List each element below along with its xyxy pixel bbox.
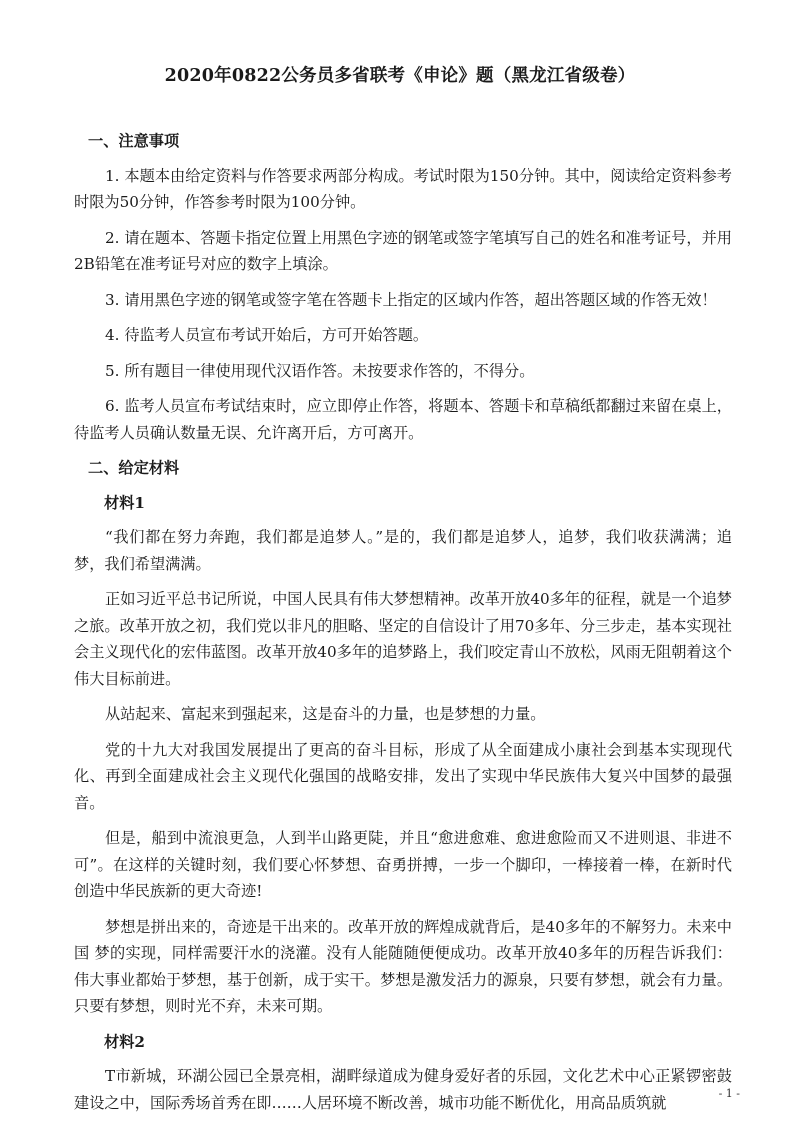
- material-paragraph: T市新城，环湖公园已全景亮相，湖畔绿道成为健身爱好者的乐园，文化艺术中心正紧锣密鼓建设之中，国际秀场首秀在即……人居环境不断改善，城市功能不断优化，用高品质筑就: [74, 1067, 732, 1112]
- note-item: 6. 监考人员宣布考试结束时，应立即停止作答，将题本、答题卡和草稿纸都翻过来留在桌上，待监考人员确认数量无误、允许离开后，方可离开。: [74, 397, 732, 442]
- material-paragraph: “我们都在努力奔跑，我们都是追梦人。”是的，我们都是追梦人，追梦，我们收获满满；追梦，我们希望满满。: [74, 528, 732, 573]
- material-paragraph: 但是，船到中流浪更急，人到半山路更陡，并且“愈进愈难、愈进愈险而又不进则退、非进不可”。在这样的关键时刻，我们要心怀梦想、奋勇拼搏，一步一个脚印，一棒接着一棒，在新时代创造中华民族新的更大奇迹!: [74, 829, 732, 900]
- note-item: 2. 请在题本、答题卡指定位置上用黑色字迹的钢笔或签字笔填写自己的姓名和准考证号，并用2B铅笔在准考证号对应的数字上填涂。: [74, 228, 732, 273]
- material-paragraph: 党的十九大对我国发展提出了更高的奋斗目标，形成了从全面建成小康社会到基本实现现代化、再到全面建成社会主义现代化强国的战略安排，发出了实现中华民族伟大复兴中国梦的最强音。: [74, 740, 732, 812]
- material-paragraph: 梦想是拼出来的，奇迹是干出来的。改革开放的辉煌成就背后，是40多年的不解努力。未来中国 梦的实现，同样需要汗水的浇灌。没有人能随随便便成功。改革开放40多年的历程告诉我们：伟大事业都始于梦想，基于创新，成于实干。梦想是激发活力的源泉，只要有梦想，就会有力量。只要有梦想，则时光不弃，未来可期。: [74, 917, 732, 1015]
- section-heading-materials: 二、给定材料: [88, 459, 180, 477]
- page-number: - 1 -: [718, 1087, 740, 1100]
- material-paragraph: 从站起来、富起来到强起来，这是奋斗的力量，也是梦想的力量。: [105, 705, 546, 723]
- note-item: 1. 本题本由给定资料与作答要求两部分构成。考试时限为150分钟。其中，阅读给定资料参考时限为50分钟，作答参考时限为100分钟。: [74, 166, 732, 211]
- page-title: 2020年0822公务员多省联考《申论》题（黑龙江省级卷）: [164, 66, 636, 86]
- material-heading: 材料2: [104, 1032, 145, 1051]
- note-item: 3. 请用黑色字迹的钢笔或签字笔在答题卡上指定的区域内作答，超出答题区域的作答无效！: [105, 290, 717, 309]
- section-heading-notes: 一、注意事项: [88, 132, 180, 150]
- material-heading: 材料1: [104, 493, 145, 512]
- note-item: 4. 待监考人员宣布考试开始后，方可开始答题。: [105, 326, 429, 344]
- note-item: 5. 所有题目一律使用现代汉语作答。未按要求作答的，不得分。: [105, 361, 535, 380]
- material-paragraph: 正如习近平总书记所说，中国人民具有伟大梦想精神。改革开放40多年的征程，就是一个追梦之旅。改革开放之初，我们党以非凡的胆略、坚定的自信设计了用70多年、分三步走，基本实现社会主义现代化的宏伟蓝图。改革开放40多年的追梦路上，我们咬定青山不放松，风雨无阻朝着这个伟大目标前进。: [74, 590, 732, 688]
- document-body: [74, 128, 732, 1125]
